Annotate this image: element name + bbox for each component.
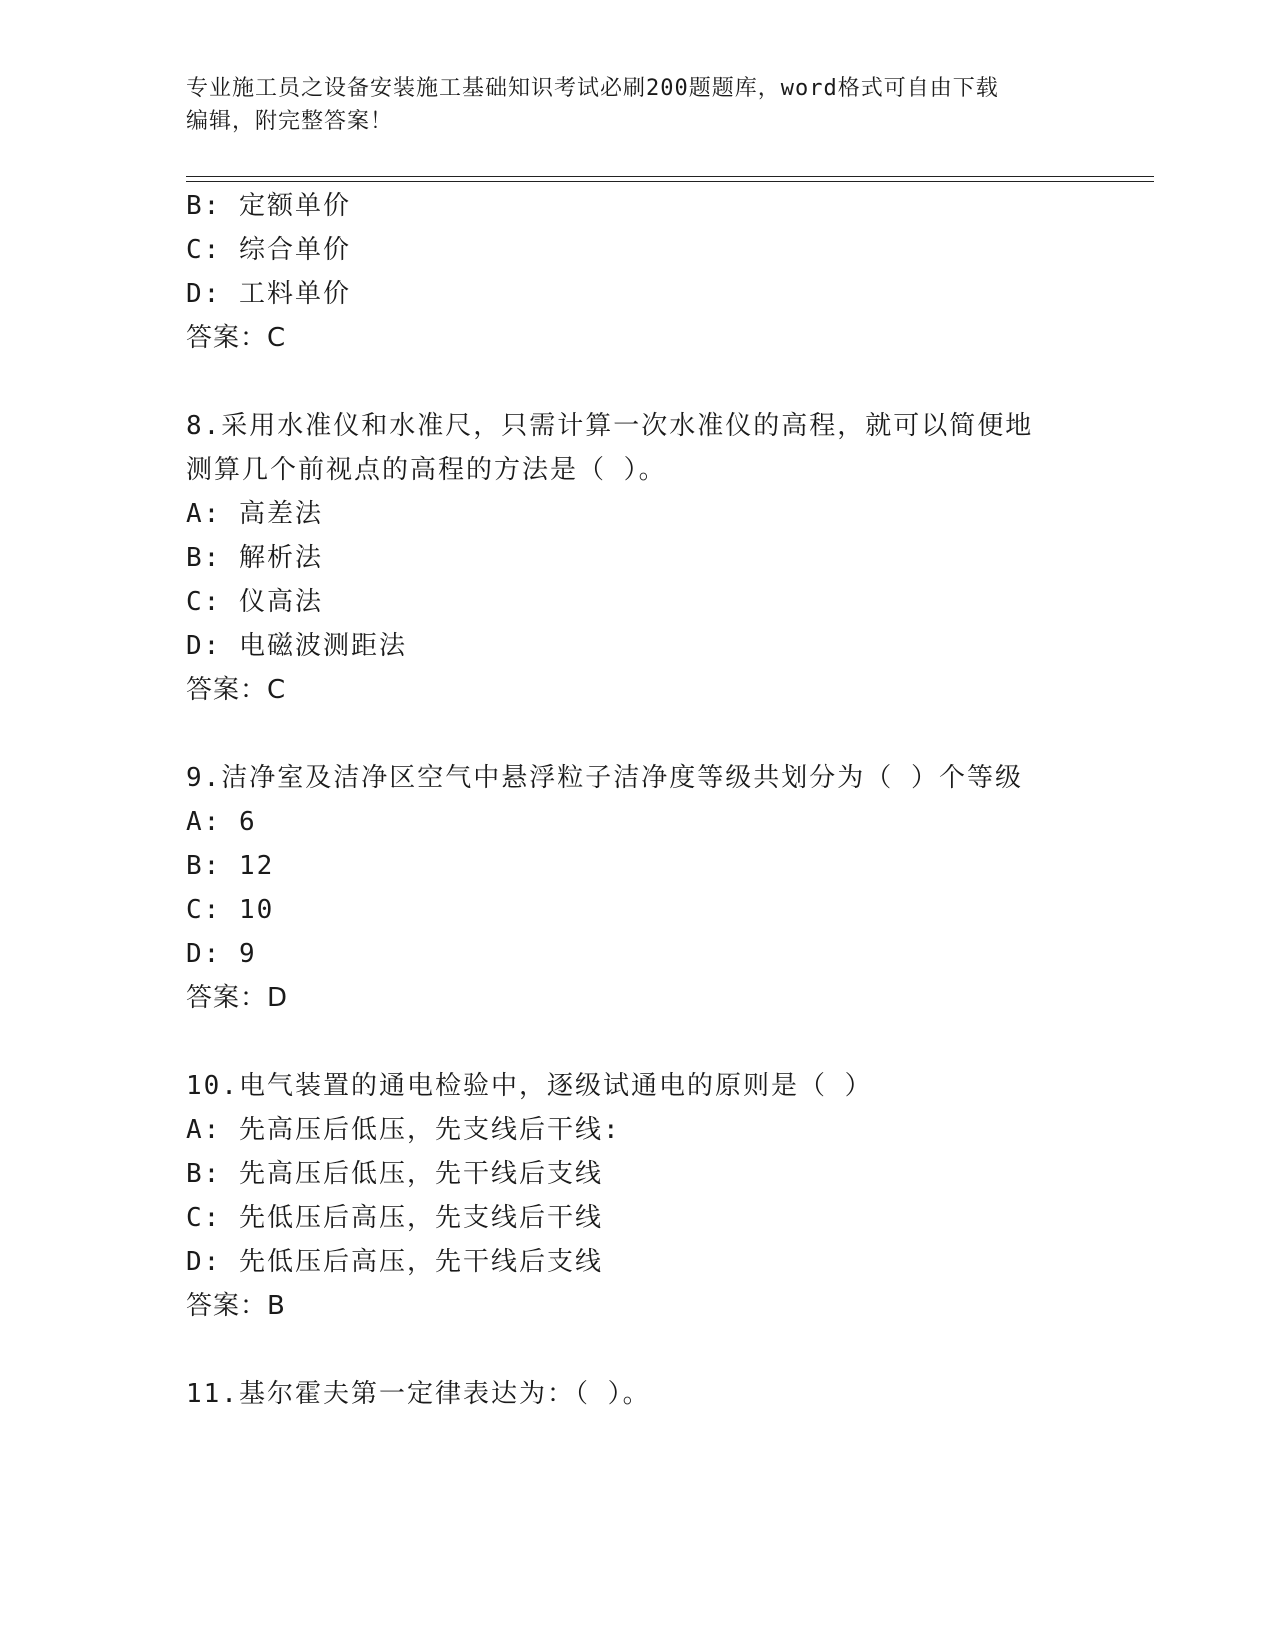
q7-option-c: C: 综合单价 [186, 235, 351, 265]
q10-option-b: B: 先高压后低压，先干线后支线 [186, 1159, 603, 1189]
q9-option-c: C: 10 [186, 895, 275, 925]
q10-option-d: D: 先低压后高压，先干线后支线 [186, 1247, 603, 1277]
q8-option-a: A: 高差法 [186, 499, 323, 529]
q8-option-d: D: 电磁波测距法 [186, 631, 407, 661]
q8-answer: 答案：C [186, 675, 287, 705]
q8-option-b: B: 解析法 [186, 543, 323, 573]
q8-stem-line-1: 8.采用水准仪和水准尺，只需计算一次水准仪的高程，就可以简便地 [186, 411, 1034, 441]
page-header [186, 72, 1066, 138]
q8-stem-line-2: 测算几个前视点的高程的方法是（ ）。 [186, 455, 667, 485]
q7-option-d: D: 工料单价 [186, 279, 351, 309]
q9-option-a: A: 6 [186, 807, 257, 837]
q8-option-c: C: 仪高法 [186, 587, 323, 617]
q11-stem-line-1: 11.基尔霍夫第一定律表达为：（ ）。 [186, 1379, 651, 1409]
q9-option-d: D: 9 [186, 939, 257, 969]
q10-option-c: C: 先低压后高压，先支线后干线 [186, 1203, 603, 1233]
q9-answer: 答案：D [186, 983, 289, 1013]
header-line-2: 编辑，附完整答案！ [186, 109, 394, 134]
q10-option-a: A: 先高压后低压，先支线后干线: [186, 1115, 621, 1145]
header-divider [186, 176, 1154, 182]
q10-stem-line-1: 10.电气装置的通电检验中，逐级试通电的原则是（ ） [186, 1071, 873, 1101]
header-line-1: 专业施工员之设备安装施工基础知识考试必刷200题题库，word格式可自由下载 [186, 76, 999, 101]
q10-answer: 答案：B [186, 1291, 286, 1321]
q7-option-b: B: 定额单价 [186, 191, 351, 221]
q7-answer: 答案：C [186, 323, 287, 353]
q9-stem-line-1: 9.洁净室及洁净区空气中悬浮粒子洁净度等级共划分为（ ）个等级 [186, 763, 1023, 793]
q9-option-b: B: 12 [186, 851, 275, 881]
